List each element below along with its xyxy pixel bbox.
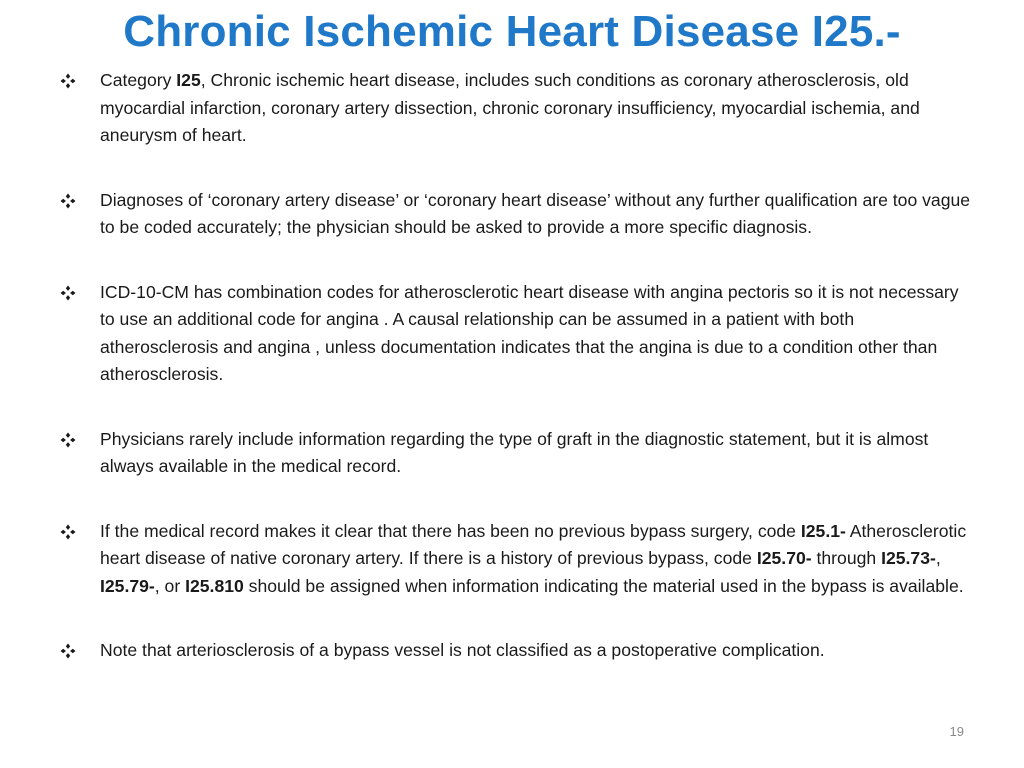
code-I25-73: I25.73- [881,548,936,568]
code-I25-70: I25.70- [756,548,812,568]
bullet-item [60,187,972,242]
diamond-bullet-icon [60,73,76,89]
bullet-text: ICD-10-CM has combination codes for atherosclerotic heart disease with angina pectoris so it is not necessary to use an additional code for angina . A causal relationship can be assumed in a patient with both atherosclerosis and angina , unless documentation indicates that the angina is due to a condition other than atherosclerosis. [100,281,959,384]
bullet-text: , Chronic ischemic heart disease, includes such conditions as coronary atherosclerosis, old myocardial infarction, coronary artery dissection, chronic coronary insufficiency, myocardial ischemia, and aneurysm of heart. [100,70,920,145]
bullet-text: Physicians rarely include information regarding the type of graft in the diagnostic statement, but it is almost always available in the medical record. [100,428,929,476]
code-I25-79: I25.79- [100,575,155,596]
diamond-bullet-icon [60,193,76,209]
slide-title: Chronic Ischemic Heart Disease I25.- [123,7,901,56]
bullet-text: , [935,548,941,568]
code-I25-810: I25.810 [185,575,244,596]
diamond-bullet-icon [60,432,76,448]
bullet-text: Category [100,70,177,90]
page-number: 19 [949,724,964,739]
diamond-bullet-icon [60,285,76,301]
diamond-bullet-icon [60,524,76,540]
bullet-item [60,637,972,665]
bullet-text: through [811,548,882,568]
diamond-bullet-icon [60,643,76,659]
bullet-text: should be assigned when information indicating the material used in the bypass is available. [243,575,964,596]
bullet-item [60,279,972,389]
bullet-text: Diagnoses of ‘coronary artery disease’ or ‘coronary heart disease’ without any further qualification are too vague to be coded accurately; the physician should be asked to provide a more specific diagnosis. [100,189,971,237]
code-I25: I25 [176,70,201,90]
bullet-text: Note that arteriosclerosis of a bypass vessel is not classified as a postoperative complication. [100,640,825,660]
bullet-text: If the medical record makes it clear that there has been no previous bypass surgery, code [100,520,801,541]
bullet-item [60,426,972,481]
bullet-list [60,67,972,665]
bullet-item [60,518,972,601]
code-I25-1: I25.1- [800,520,846,541]
bullet-item [60,67,972,150]
bullet-text: Atherosclerotic heart disease of native coronary artery. If there is a history of previous bypass, code [100,520,967,568]
bullet-text: , or [154,575,186,596]
